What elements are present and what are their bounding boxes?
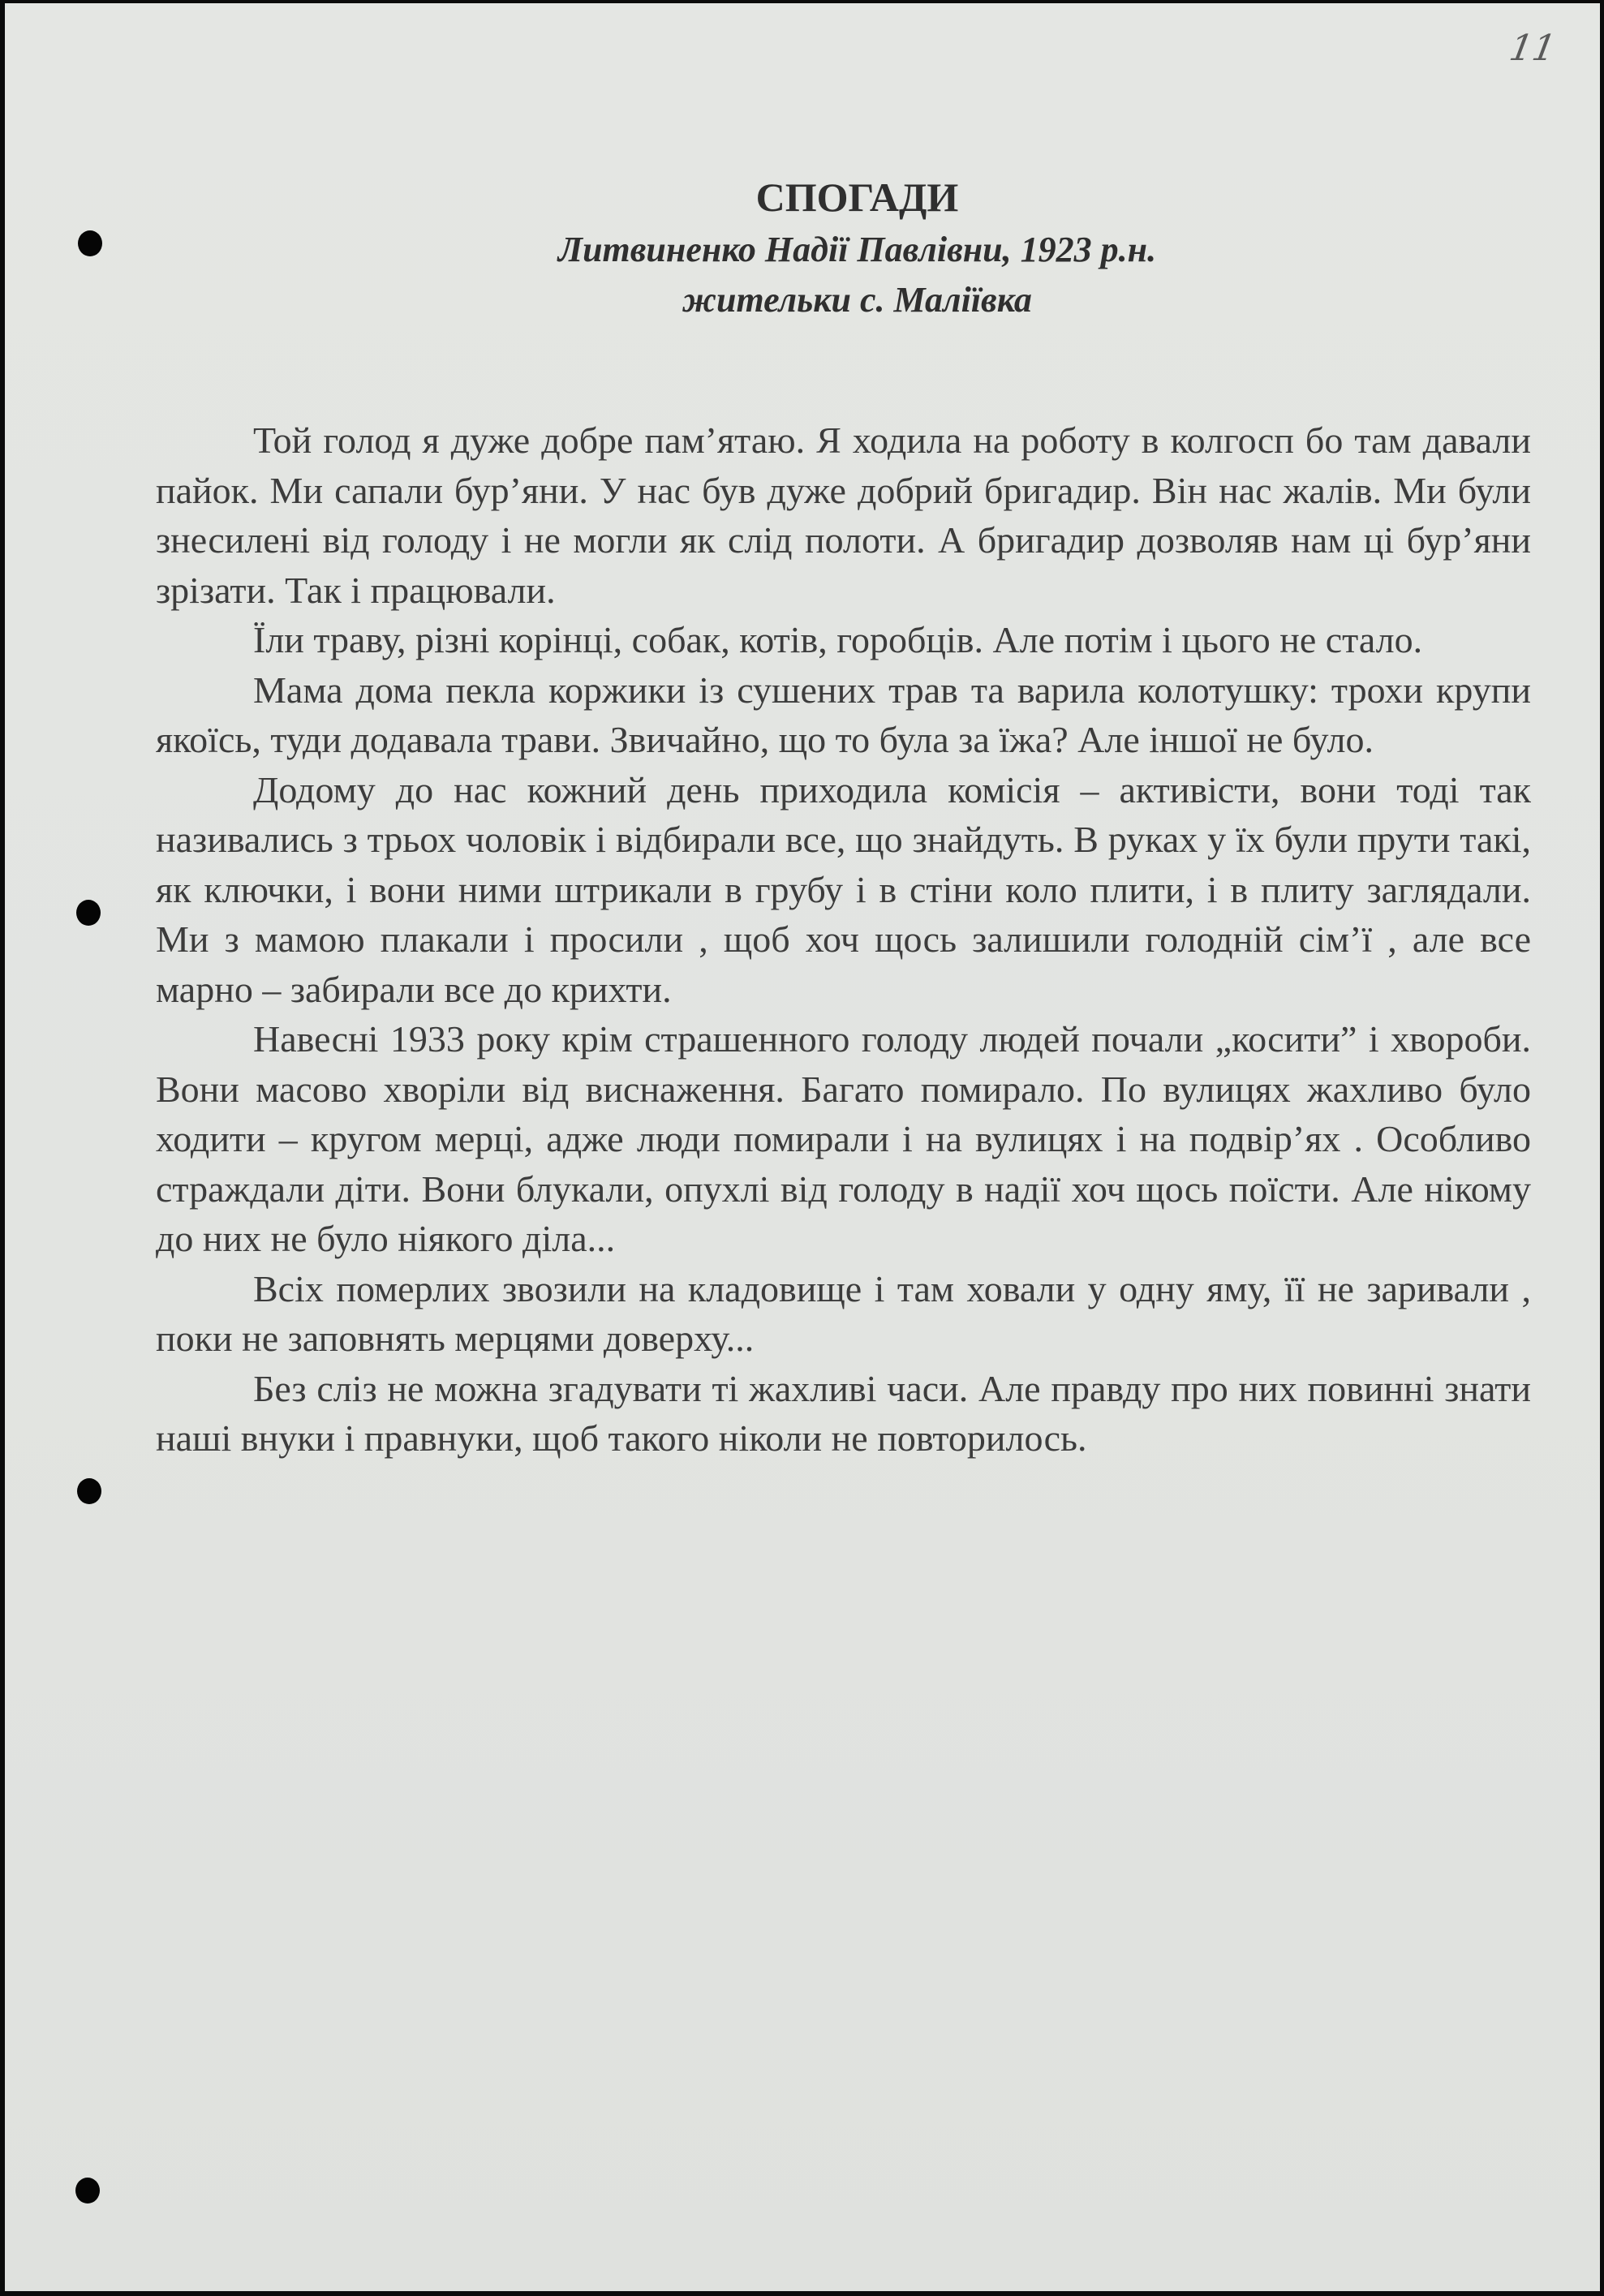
memoir-body (156, 415, 1531, 1464)
document-page (5, 3, 1600, 2291)
paragraph: Той голод я дуже добре пам’ятаю. Я ходила на роботу в колгосп бо там давали пайок. Ми сапали бур’яни. У нас був дуже добрий бригадир. Він нас жалів. Ми були знесилені від голоду і не могли як слід полоти. А бригадир дозволяв нам ці бур’яни зрізати. Так і працювали. (156, 419, 1531, 611)
paragraph: Їли траву, різні корінці, собак, котів, горобців. Але потім і цього не стало. (253, 619, 1423, 660)
paragraph: Без сліз не можна згадувати ті жахливі часи. Але правду про них повинні знати наші внуки і правнуки, щоб такого ніколи не повторилось. (156, 1367, 1531, 1459)
document-title: СПОГАДИ (755, 174, 959, 220)
paragraph: Мама дома пекла коржики із сушених трав та варила колотушку: трохи крупи якоїсь, туди додавала трави. Звичайно, що то була за їжа? Але іншої не було. (156, 669, 1531, 760)
punch-hole (76, 900, 101, 926)
document-heading (5, 170, 1600, 325)
document-subtitle-place: жительки с. Маліївка (682, 280, 1032, 320)
paragraph: Додому до нас кожний день приходила комісія – активісти, вони тоді так називались з трьох чоловік і відбирали все, що знайдуть. В руках у їх були прути такі, як ключки, і вони ними штрикали в грубу і в стіни коло плити, і в плиту заглядали. Ми з мамою плакали і просили , щоб хоч щось залишили голодній сім’ї , але все марно – забирали все до крихти. (156, 768, 1531, 1010)
document-subtitle-author: Литвиненко Надії Павлівни, 1923 р.н. (557, 230, 1157, 269)
page-number: 11 (1506, 28, 1559, 69)
punch-hole (75, 2178, 100, 2204)
paragraph: Навесні 1933 року крім страшенного голоду людей почали „косити” і хвороби. Вони масово хворіли від виснаження. Багато помирало. По вулицях жахливо було ходити – кругом мерці, адже люди помирали і на вулицях і на подвір’ях . Особливо страждали діти. Вони блукали, опухлі від голоду в надії хоч щось поїсти. Але нікому до них не було ніякого діла... (156, 1018, 1531, 1259)
paragraph: Всіх померлих звозили на кладовище і там ховали у одну яму, її не заривали , поки не заповнять мерцями доверху... (156, 1267, 1531, 1359)
punch-hole (77, 1478, 101, 1504)
